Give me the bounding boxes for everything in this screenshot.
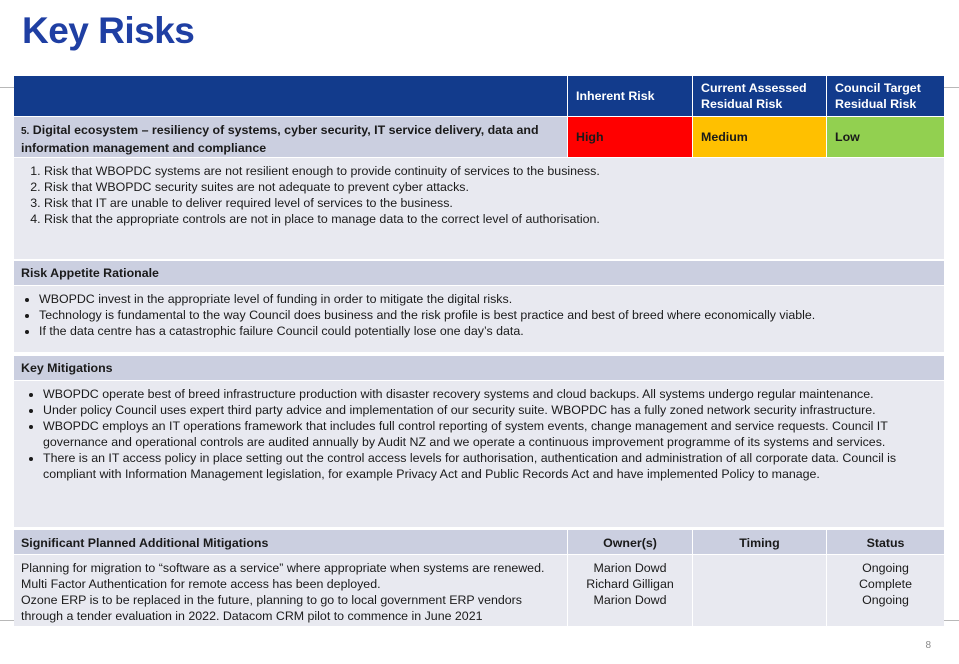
planned-line: through a tender evaluation in 2022. Datacom CRM pilot to commence in June 2021 bbox=[21, 609, 483, 623]
mitigation-item: • There is an IT access policy in place setting out the control access levels for authorisation, authentication and administration of all corporate data. Council is compliant with Information Management legislation, for example Privacy Act and Public Records Act and have implemented Policy to manage. bbox=[43, 450, 924, 482]
header-blank bbox=[14, 76, 567, 116]
right-rule-bottom bbox=[944, 620, 959, 621]
status: Ongoing bbox=[862, 561, 909, 575]
page-number: 8 bbox=[925, 640, 931, 651]
mitigations-heading: Key Mitigations bbox=[14, 356, 944, 380]
left-rule-bottom bbox=[0, 620, 14, 621]
left-rule-top bbox=[0, 87, 14, 88]
risk-statements bbox=[14, 158, 944, 259]
status: Ongoing bbox=[862, 593, 909, 607]
planned-lines bbox=[14, 555, 567, 626]
planned-heading: Significant Planned Additional Mitigations bbox=[14, 530, 567, 554]
planned-line: Ozone ERP is to be replaced in the future, planning to go to local government ERP vendors bbox=[21, 593, 522, 607]
inherent-risk-rating: High bbox=[568, 117, 692, 157]
mitigation-item: • WBOPDC operate best of breed infrastructure production with disaster recovery systems and cloud backups. All systems undergo regular maintenance. bbox=[43, 386, 924, 402]
status-heading: Status bbox=[827, 530, 944, 554]
status: Complete bbox=[858, 577, 913, 591]
appetite-item: • WBOPDC invest in the appropriate level of funding in order to mitigate the digital risks. bbox=[39, 291, 944, 307]
appetite-item: • If the data centre has a catastrophic failure Council could potentially lose one day’s data. bbox=[39, 323, 944, 339]
risk-title: 5. Digital ecosystem – resiliency of systems, cyber security, IT service delivery, data and information management and compliance bbox=[14, 117, 567, 157]
risk-number: 5. bbox=[21, 126, 30, 137]
mitigations-list bbox=[14, 381, 944, 527]
risk-statement: 3. Risk that IT are unable to deliver required level of services to the business. bbox=[44, 195, 944, 211]
header-inherent-risk: Inherent Risk bbox=[568, 76, 692, 116]
owner: Marion Dowd bbox=[593, 593, 667, 607]
owner: Richard Gilligan bbox=[586, 577, 674, 591]
appetite-heading: Risk Appetite Rationale bbox=[14, 261, 944, 285]
owners-list bbox=[568, 555, 692, 626]
mitigation-item: • Under policy Council uses expert third party advice and implementation of our security suite. WBOPDC has a fully zoned network security infrastructure. bbox=[43, 402, 924, 418]
current-risk-rating: Medium bbox=[693, 117, 826, 157]
risk-statement: 2. Risk that WBOPDC security suites are not adequate to prevent cyber attacks. bbox=[44, 179, 944, 195]
appetite-list bbox=[14, 286, 944, 352]
owner-heading: Owner(s) bbox=[568, 530, 692, 554]
timing-cell bbox=[693, 555, 826, 626]
header-current-residual-risk: Current Assessed Residual Risk bbox=[693, 76, 826, 116]
timing-heading: Timing bbox=[693, 530, 826, 554]
owner: Marion Dowd bbox=[593, 561, 667, 575]
risk-statement: 1. Risk that WBOPDC systems are not resilient enough to provide continuity of services to the business. bbox=[44, 163, 944, 179]
header-council-target-risk: Council Target Residual Risk bbox=[827, 76, 944, 116]
risk-statement: 4. Risk that the appropriate controls are not in place to manage data to the correct level of authorisation. bbox=[44, 211, 944, 227]
right-rule-top bbox=[944, 87, 959, 88]
page-title: Key Risks bbox=[22, 10, 195, 51]
target-risk-rating: Low bbox=[827, 117, 944, 157]
planned-line: Multi Factor Authentication for remote access has been deployed. bbox=[21, 577, 381, 591]
appetite-item: • Technology is fundamental to the way Council does business and the risk profile is best practice and best of breed where economically viable. bbox=[39, 307, 944, 323]
mitigation-item: • WBOPDC employs an IT operations framework that includes full control reporting of system events, change management and service requests. Council IT governance and operational controls are audited annually by Audit NZ and we operate a continuous improvement programme of its systems and services. bbox=[43, 418, 924, 450]
status-list bbox=[827, 555, 944, 626]
planned-line: Planning for migration to “software as a service” where appropriate when systems are renewed. bbox=[21, 561, 545, 575]
